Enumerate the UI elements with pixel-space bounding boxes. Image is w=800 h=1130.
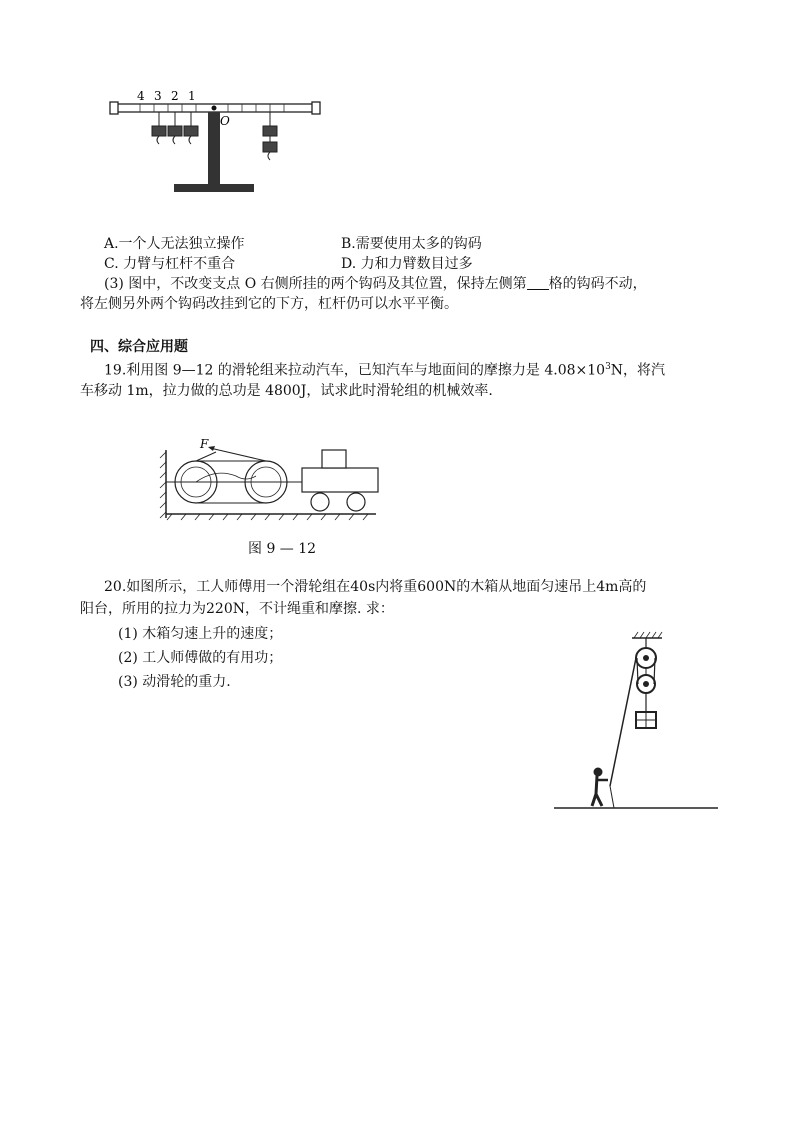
q18-part3-text-after: 格的钩码不动， bbox=[548, 276, 647, 292]
q18-part3-line2: 将左侧另外两个钩码改挂到它的下方，杠杆仍可以水平平衡。 bbox=[80, 296, 458, 312]
q20-line2: 阳台，所用的拉力为220N，不计绳重和摩擦. 求： bbox=[80, 601, 394, 617]
option-b: B.需要使用太多的钩码 bbox=[341, 236, 482, 252]
car-body bbox=[302, 468, 378, 492]
pivot-point bbox=[212, 106, 217, 111]
pull-rope bbox=[610, 658, 636, 786]
option-d: D. 力和力臂数目过多 bbox=[341, 256, 473, 272]
left-hook-weights bbox=[152, 112, 198, 144]
q18-part3-text-before: (3) 图中，不改变支点 O 右侧所挂的两个钩码及其位置，保持左侧第 bbox=[104, 276, 527, 292]
lever-balance-figure bbox=[104, 88, 326, 198]
q19-text-main: 19.利用图 9—12 的滑轮组来拉动汽车，已知汽车与地面间的摩擦力是 4.08×10 bbox=[104, 362, 606, 379]
worker-figure bbox=[592, 768, 608, 806]
hole-label-2: 2 bbox=[171, 89, 179, 103]
answer-blank bbox=[527, 275, 549, 290]
lever-stand-pole bbox=[208, 112, 220, 184]
car-wheel-rear bbox=[347, 493, 365, 511]
pivot-label: O bbox=[220, 114, 230, 128]
q19-line2: 车移动 1m，拉力做的总功是 4800J，试求此时滑轮组的机械效率. bbox=[80, 383, 493, 399]
hole-label-1: 1 bbox=[188, 89, 196, 103]
q20-item1: (1) 木箱匀速上升的速度； bbox=[118, 626, 283, 642]
q19-line1 bbox=[104, 357, 665, 381]
hole-label-3: 3 bbox=[154, 89, 162, 103]
q19-text-end: N，将汽 bbox=[610, 362, 666, 379]
hole-label-4: 4 bbox=[137, 89, 145, 103]
beam-left-end bbox=[110, 102, 118, 114]
lever-stand-base bbox=[174, 184, 254, 192]
q18-part3-line1 bbox=[104, 274, 647, 294]
car-cab bbox=[322, 450, 346, 468]
q20-line1: 20.如图所示，工人师傅用一个滑轮组在40s内将重600N的木箱从地面匀速吊上4m高的 bbox=[104, 579, 647, 595]
section-title: 四、综合应用题 bbox=[90, 339, 188, 355]
force-arrow bbox=[210, 448, 266, 461]
q20-item3: (3) 动滑轮的重力. bbox=[118, 674, 231, 690]
right-hook-weights bbox=[263, 112, 277, 160]
force-label: F bbox=[200, 437, 209, 451]
figure-caption: 图 9 — 12 bbox=[248, 541, 317, 557]
exponent: 3 bbox=[605, 362, 611, 372]
pulley-worker-figure bbox=[552, 630, 720, 814]
pulley-car-figure bbox=[152, 434, 382, 526]
car-wheel-front bbox=[311, 493, 329, 511]
option-a: A.一个人无法独立操作 bbox=[104, 236, 245, 252]
beam-right-end bbox=[312, 102, 320, 114]
q20-item2: (2) 工人师傅做的有用功； bbox=[118, 650, 283, 666]
option-c: C. 力臂与杠杆不重合 bbox=[104, 256, 236, 272]
